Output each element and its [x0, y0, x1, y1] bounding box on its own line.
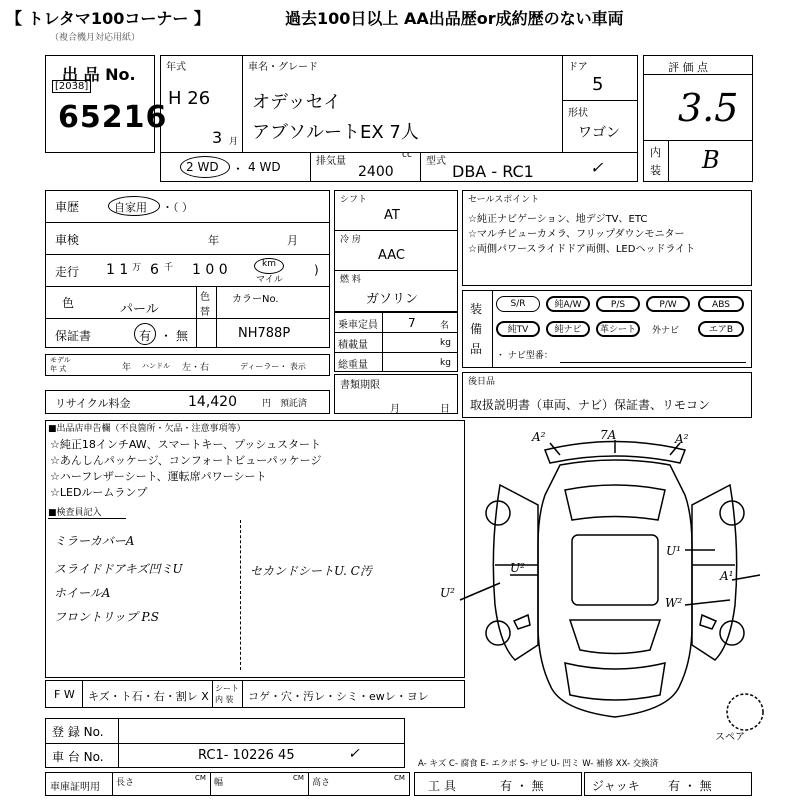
equip-external-navi: 外ナビ: [652, 326, 680, 336]
history-rest: ・（ ）: [162, 201, 193, 214]
year-month: 3: [212, 128, 223, 147]
equip-tv: 純TV: [496, 321, 540, 337]
notes-label: ■出品店申告欄（不良箇所・欠品・注意事項等）: [48, 424, 246, 434]
warranty-yes: 有: [139, 329, 152, 343]
sales-point-2: ☆マルチビューカメラ、フリップダウンモニター: [468, 229, 685, 240]
doors-value: 5: [592, 74, 604, 95]
handle-options: 左・右: [182, 363, 210, 373]
registration-label: 登 録 No.: [52, 725, 104, 739]
color-value: パール: [120, 302, 159, 317]
model-name: オデッセイ: [252, 92, 342, 113]
equip-sunroof: S/R: [496, 296, 540, 312]
ac-label: 冷 房: [340, 235, 361, 245]
wheel-rear-left: [486, 501, 510, 525]
model-code-label: 型式: [426, 156, 446, 167]
banner-corner-label: 【 トレタマ100コーナー 】: [6, 9, 210, 28]
color-label: 色: [62, 296, 75, 310]
body-type-label: 形状: [568, 108, 588, 119]
chassis-check-mark: ✓: [348, 746, 360, 762]
jack-label: ジャッキ: [592, 779, 640, 793]
certificate-height: 高さ: [312, 778, 331, 788]
capacity-unit: 名: [440, 321, 450, 331]
equip-alloy-wheel: 純A/W: [546, 296, 590, 312]
shift-value: AT: [384, 208, 400, 223]
interior-value: B: [702, 146, 720, 174]
wheel-rear-right: [720, 501, 744, 525]
handle-label: ハンドル: [142, 362, 170, 370]
score-label: 評 価 点: [668, 61, 708, 74]
spare-label: スペア: [715, 732, 745, 743]
recycle-label: リサイクル料金: [55, 397, 131, 410]
year-era: H 26: [168, 88, 211, 109]
note-2: ☆あんしんパッケージ、コンフォートビューパッケージ: [50, 454, 322, 467]
load-unit: kg: [440, 338, 451, 348]
lot-number: 65216: [58, 100, 168, 135]
seat-value: コゲ・穴・汚レ・シミ・ewレ・ヨレ: [248, 690, 429, 703]
body-type-value: ワゴン: [578, 125, 620, 141]
mileage-digit-3: 1 0 0: [192, 262, 228, 278]
equip-navi: 純ナビ: [546, 321, 590, 337]
color-no-label: カラーNo.: [232, 294, 279, 305]
model-grade: アブソルートEX 7人: [252, 122, 419, 143]
sales-point-1: ☆純正ナビゲーション、地デジTV、ETC: [468, 214, 648, 225]
color-no-value: NH788P: [238, 326, 291, 341]
model-year-label-1: モデル: [50, 356, 71, 364]
inspector-line-4: フロントリップ P.S: [54, 610, 160, 624]
header-note: （複合機月対応用紙）: [50, 33, 141, 43]
after-items-value: 取扱説明書（車両、ナビ）保証書、リモコン: [470, 398, 711, 412]
fuel-label: 燃 料: [340, 275, 361, 285]
car-damage-diagram: [440, 425, 780, 743]
mark-right-side: A¹: [720, 569, 734, 583]
interior-label-1: 内: [650, 146, 661, 159]
mark-rear-right: A²: [675, 432, 689, 446]
inspector-line-1: ミラーカバーA: [54, 534, 135, 548]
certificate-length-unit: CM: [195, 774, 206, 782]
warranty-label: 保証書: [55, 329, 92, 343]
seat-label-1: シート: [215, 684, 239, 693]
chassis-label: 車 台 No.: [52, 750, 104, 764]
equip-navi-model-label: ・ ナビ型番：: [496, 351, 553, 361]
mark-left-front-door: U²: [440, 586, 455, 600]
doors-label: ドア: [568, 62, 588, 73]
equip-power-steering: P/S: [596, 296, 640, 312]
note-1: ☆純正18インチAW、スマートキー、プッシュスタート: [50, 438, 322, 451]
after-items-label: 後日品: [468, 377, 496, 387]
mileage-digit-2: 6: [150, 262, 159, 278]
mark-rear-left: A²: [532, 430, 546, 444]
recycle-amount: 14,420: [188, 394, 237, 410]
car-body-outline: [538, 460, 692, 717]
banner-text: 過去100日以上 AA出品歴or成約歴のない車両: [285, 9, 624, 28]
inspection-month: 月: [287, 234, 298, 247]
fuel-value: ガソリン: [366, 292, 419, 307]
year-month-unit: 月: [229, 137, 239, 147]
certificate-width: 幅: [214, 778, 224, 788]
capacity-value: 7: [408, 316, 416, 330]
check-mark: ✓: [590, 158, 604, 177]
certificate-length: 長さ: [116, 778, 135, 788]
sales-points-label: セールスポイント: [468, 195, 540, 205]
color-change-label-1: 色: [200, 292, 210, 303]
score-value: 3.5: [678, 86, 739, 130]
displacement-value: 2400: [358, 164, 394, 180]
equip-abs: ABS: [698, 296, 744, 312]
drive-2wd: 2 WD: [186, 160, 219, 174]
gross-weight-unit: kg: [440, 358, 451, 368]
document-deadline-day: 日: [440, 404, 450, 415]
spare-tire: [727, 694, 763, 730]
warranty-no: 無: [176, 329, 189, 343]
year-label: 年式: [166, 62, 186, 73]
tools-value: 有 ・ 無: [500, 779, 544, 793]
inspector-line-3: ホイールA: [54, 586, 111, 600]
equip-leather-seat: 革シート: [596, 321, 640, 337]
model-code-value: DBA - RC1: [452, 162, 534, 181]
lot-sub-number: [2038]: [52, 80, 91, 93]
mark-left-door: U²: [510, 561, 525, 575]
inspector-label: ■検査員記入: [48, 508, 102, 518]
model-year-unit: 年: [122, 363, 132, 373]
equipment-label-2: 備: [470, 322, 483, 336]
hood: [565, 663, 665, 700]
ac-value: AAC: [378, 248, 405, 263]
dealer-label: ディーラー・ 表示: [240, 362, 306, 371]
tools-label: 工 具: [428, 779, 456, 793]
windshield: [570, 620, 660, 654]
equipment-label-1: 装: [470, 302, 483, 316]
roof: [572, 535, 658, 605]
warranty-sep: ・: [160, 329, 173, 343]
jack-value: 有 ・ 無: [668, 779, 712, 793]
mark-rear-center: 7A: [600, 428, 617, 442]
mark-right-rear-quarter: U¹: [666, 544, 681, 558]
inspection-label: 車検: [55, 233, 80, 247]
model-year-label-2: 年 式: [50, 365, 67, 373]
displacement-label: 排気量: [316, 156, 346, 167]
mileage-label: 走行: [55, 265, 80, 279]
note-3: ☆ハーフレザーシート、運転席パワーシート: [50, 470, 267, 483]
chassis-value: RC1- 10226 45: [198, 748, 295, 763]
document-deadline-label: 書類期限: [340, 380, 380, 391]
damage-legend: A- キズ C- 腐食 E- エクボ S- サビ U- 凹ミ W- 補修 XX- 交換済: [418, 759, 659, 769]
fw-label: F W: [54, 688, 75, 701]
note-4: ☆LEDルームランプ: [50, 486, 148, 499]
certificate-height-unit: CM: [394, 774, 405, 782]
document-deadline-month: 月: [390, 404, 400, 415]
color-change-label-2: 替: [200, 307, 210, 318]
certificate-width-unit: CM: [293, 774, 304, 782]
displacement-unit: cc: [402, 150, 412, 160]
inspector-right-note: セカンドシートU. C汚: [250, 564, 372, 578]
model-label: 車名・グレード: [248, 62, 318, 73]
sales-point-3: ☆両側パワースライドドア両側、LEDヘッドライト: [468, 244, 696, 255]
capacity-label: 乗車定員: [338, 320, 378, 331]
rear-window: [565, 485, 665, 520]
inspector-line-2: スライドドアキズ凹ミU: [54, 562, 183, 576]
drive-4wd: 4 WD: [248, 160, 281, 174]
right-mirror: [700, 615, 716, 629]
mileage-digit-1: 1 1: [106, 262, 129, 278]
certificate-label: 車庫証明用: [50, 782, 100, 793]
history-label: 車歴: [55, 200, 80, 214]
lot-label: 出 品 No.: [62, 65, 136, 84]
fw-value: キズ・ト石・右・割レ X: [88, 690, 209, 703]
mileage-man: 万: [132, 263, 142, 273]
load-label: 積載量: [338, 340, 368, 351]
left-mirror: [514, 615, 530, 629]
mileage-sen: 千: [164, 263, 174, 273]
drive-separator: ・: [232, 162, 245, 176]
inspection-year: 年: [208, 234, 219, 247]
mileage-unit-km: km: [262, 259, 276, 269]
mark-right-front-door: W²: [665, 596, 683, 610]
equipment-label-3: 品: [470, 342, 483, 356]
mileage-unit-mile: マイル: [256, 275, 283, 285]
recycle-unit: 円: [262, 399, 272, 409]
history-selected: 自家用: [114, 201, 147, 214]
gross-weight-label: 総重量: [338, 360, 368, 371]
shift-label: シフト: [340, 195, 368, 205]
seat-label-2: 内 装: [215, 695, 234, 704]
interior-label-2: 装: [650, 164, 661, 177]
equip-airbag: エアB: [698, 321, 744, 337]
equip-power-window: P/W: [646, 296, 690, 312]
mileage-paren: ): [314, 263, 319, 277]
recycle-status: 預託済: [280, 399, 308, 409]
